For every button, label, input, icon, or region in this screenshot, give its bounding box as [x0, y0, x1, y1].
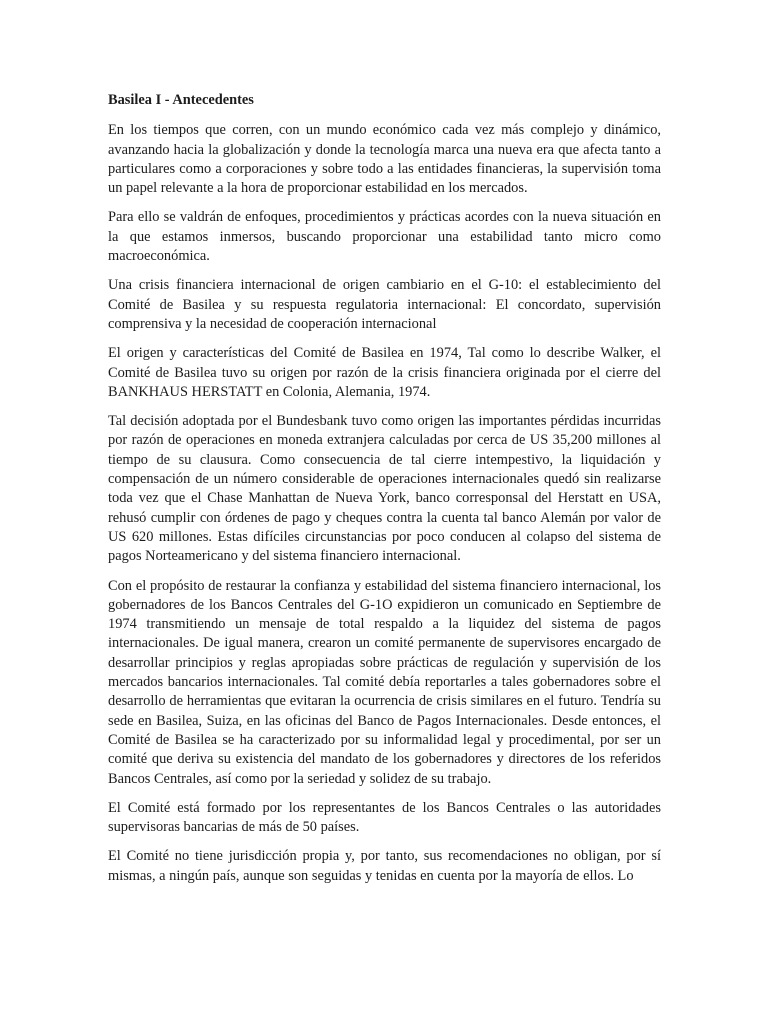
- paragraph-approach: Para ello se valdrán de enfoques, procedimientos y prácticas acordes con la nueva situación en la que estamos inmersos, buscando proporcionar una estabilidad tanto micro como macroeconómica.: [108, 209, 661, 265]
- paragraph-jurisdiction: El Comité no tiene jurisdicción propia y, por tanto, sus recomendaciones no obligan, por sí mismas, a ningún país, aunque son seguidas y tenidas en cuenta por la mayoría de ellos. Lo: [108, 848, 661, 884]
- paragraph-bundesbank-decision: Tal decisión adoptada por el Bundesbank tuvo como origen las importantes pérdidas incurridas por razón de operaciones en moneda extranjera calculadas por cerca de US 35,200 millones al tiempo de su clausura. Como consecuencia de tal cierre intempestivo, la liquidación y compensación de un número considerable de operaciones internacionales quedó sin realizarse toda vez que el Chase Manhattan de Nueva York, banco corresponsal del Herstatt en USA, rehusó cumplir con órdenes de pago y cheques contra la cuenta tal banco Alemán por valor de US 620 millones. Estas difíciles circunstancias por poco conducen al colapso del sistema de pagos Norteamericano y del sistema financiero internacional.: [108, 413, 661, 565]
- document-heading: Basilea I - Antecedentes: [108, 92, 254, 108]
- document-page: [108, 91, 661, 896]
- paragraph-crisis-g10: Una crisis financiera internacional de origen cambiario en el G-10: el establecimiento del Comité de Basilea y su respuesta regulatoria internacional: El concordato, supervisión comprensiva y la necesidad de cooperación internacional: [108, 277, 661, 332]
- paragraph-committee-composition: El Comité está formado por los representantes de los Bancos Centrales o las autoridades supervisoras bancarias de más de 50 países.: [108, 799, 661, 836]
- paragraph-intro: En los tiempos que corren, con un mundo económico cada vez más complejo y dinámico, avanzando hacia la globalización y donde la tecnología marca una nueva era que afecta tanto a particulares como a corporaciones y sobre todo a las entidades financieras, la supervisión toma un papel relevante a la hora de proporcionar estabilidad en los mercados.: [108, 122, 661, 197]
- paragraph-restore-confidence: Con el propósito de restaurar la confianza y estabilidad del sistema financiero internacional, los gobernadores de los Bancos Centrales del G-1O expidieron un comunicado en Septiembre de 1974 transmitiendo un mensaje de total respaldo a la liquidez del sistema de pagos internacionales. De igual manera, crearon un comité permanente de supervisores encargado de desarrollar principios y reglas apropiadas sobre prácticas de regulación y supervisión de los mercados bancarios internacionales. Tal comité debía reportarles a tales gobernadores sobre el desarrollo de herramientas que evitaran la ocurrencia de crisis similares en el futuro. Tendría su sede en Basilea, Suiza, en las oficinas del Banco de Pagos Internacionales. Desde entonces, el Comité de Basilea se ha caracterizado por su informalidad legal y procedimental, por ser un comité que deriva su existencia del mandato de los gobernadores y directores de los referidos Bancos Centrales, así como por la seriedad y solidez de su trabajo.: [108, 577, 661, 787]
- paragraph-origin-committee: El origen y características del Comité de Basilea en 1974, Tal como lo describe Walker, el Comité de Basilea tuvo su origen por razón de la crisis financiera originada por el cierre del BANKHAUS HERSTATT en Colonia, Alemania, 1974.: [108, 345, 661, 400]
